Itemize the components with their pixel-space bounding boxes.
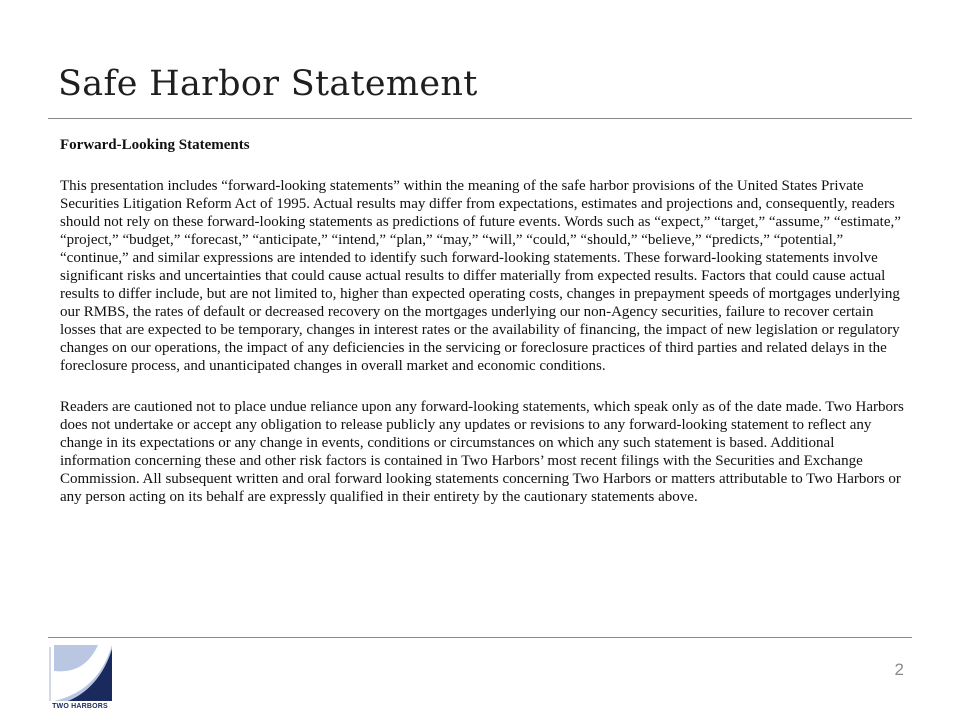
slide-body [60, 137, 906, 529]
section-subheading: Forward-Looking Statements [60, 137, 250, 153]
two-harbors-logo [42, 643, 118, 717]
two-harbors-logo-icon [42, 643, 118, 705]
paragraph-forward-looking: This presentation includes “forward-looking statements” within the meaning of the safe harbor provisions of the United States Private Securities Litigation Reform Act of 1995. Actual results may differ from expectations, estimates and projections and, consequently, readers should not rely on these forward-looking statements as predictions of future events. Words such as “expect,” “target,” “assume,” “estimate,” “project,” “budget,” “forecast,” “anticipate,” “intend,” “plan,” “may,” “will,” “could,” “should,” “believe,” “predicts,” “potential,” “continue,” and similar expressions are intended to identify such forward-looking statements. These forward-looking statements involve significant risks and uncertainties that could cause actual results to differ materially from expected results. Factors that could cause actual results to differ include, but are not limited to, higher than expected operating costs, changes in prepayment speeds of mortgages underlying our RMBS, the rates of default or decreased recovery on the mortgages underlying our non-Agency securities, failure to recover certain losses that are expected to be temporary, changes in interest rates or the availability of financing, the impact of new legislation or regulatory changes on our operations, the impact of any deficiencies in the servicing or foreclosure practices of third parties and related delays in the foreclosure process, and unanticipated changes in overall market and economic conditions. [60, 178, 901, 374]
slide-title: Safe Harbor Statement [58, 64, 478, 104]
footer-divider [48, 637, 912, 638]
logo-wordmark: TWO HARBORS [52, 703, 108, 710]
title-divider [48, 118, 912, 119]
page-number: 2 [894, 660, 904, 679]
paragraph-readers-cautioned: Readers are cautioned not to place undue reliance upon any forward-looking statements, which speak only as of the date made. Two Harbors does not undertake or accept any obligation to release publicly any updates or revisions to any forward-looking statement to reflect any change in its expectations or any change in events, conditions or circumstances on which any such statement is based. Additional information concerning these and other risk factors is contained in Two Harbors’ most recent filings with the Securities and Exchange Commission. All subsequent written and oral forward looking statements concerning Two Harbors or matters attributable to Two Harbors or any person acting on its behalf are expressly qualified in their entirety by the cautionary statements above. [60, 399, 904, 505]
